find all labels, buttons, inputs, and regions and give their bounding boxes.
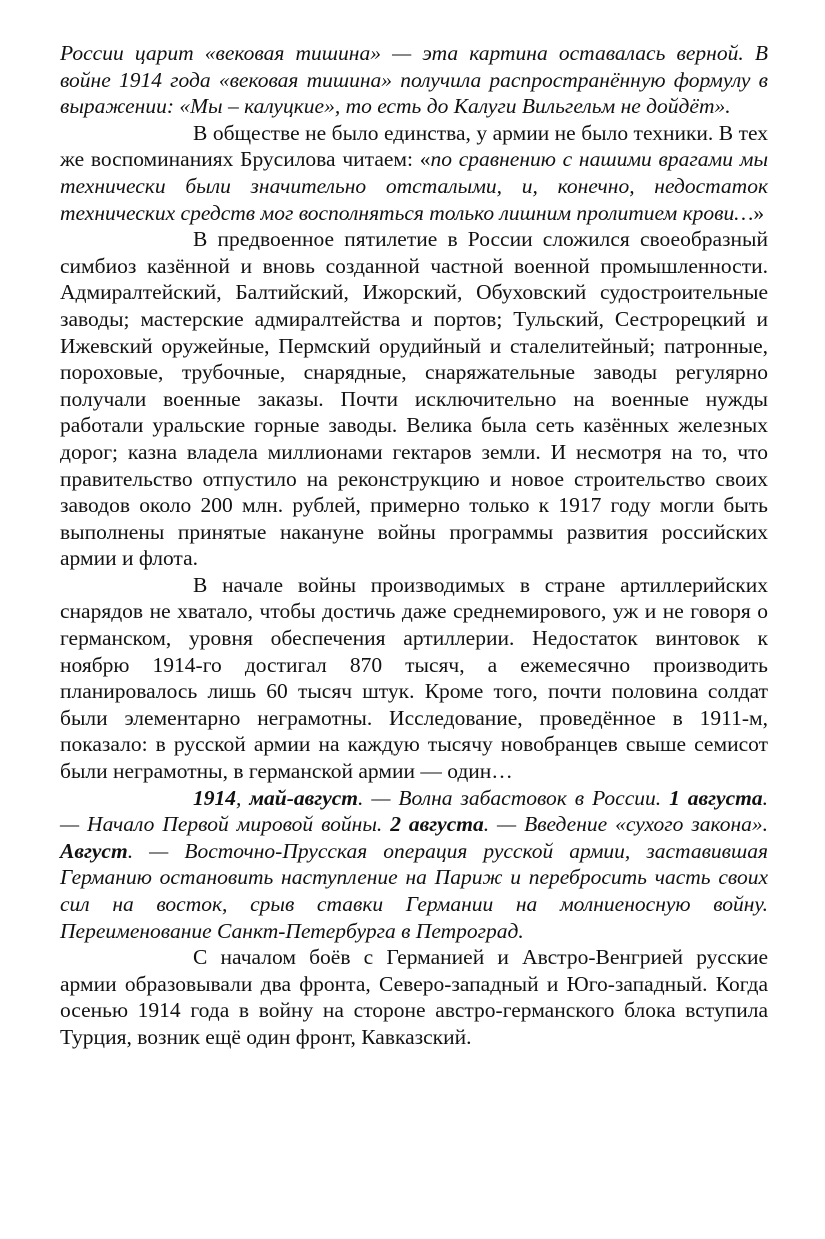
chronicle-text-east-prussia: . — Восточно-Прусская операция русской армии, заставившая Германию остановить наступление на Париж и перебросить часть своих сил на восток, срыв ставки Германии на молниеносную войну. Переименование Санкт-Петербурга в Петроград.: [60, 838, 768, 943]
chronicle-date-aug-2: 2 августа: [390, 812, 484, 837]
brusilov-lead: В обществе не было единства, у армии не было техники. В тех же воспоминаниях Брусилова читаем: «: [60, 120, 768, 172]
chronicle-date-may-august: май-август: [249, 785, 359, 810]
document-page: [60, 40, 768, 1051]
paragraph-industry: В предвоенное пятилетие в России сложился своеобразный симбиоз казённой и вновь созданной частной военной промышленности. Адмиралтейский, Балтийский, Ижорский, Обуховский судостроительные заводы; мастерские адмиралтейства и портов; Тульский, Сестрорецкий и Ижевский оружейные, Пермский орудийный и сталелитейный; патронные, пороховые, трубочные, снарядные, снаряжательные заводы регулярно получали военные заказы. Почти исключительно на военные нужды работали уральские горные заводы. Велика была сеть казённых железных дорог; казна владела миллионами гектаров земли. И несмотря на то, что правительство отпустило на реконструкцию и новое строительство своих заводов около 200 млн. рублей, примерно только к 1917 году могли быть выполнены принятые накануне войны программы развития российских армии и флота.: [60, 227, 768, 571]
chronicle-date-august: Август: [60, 838, 128, 863]
chronicle-year: 1914: [193, 785, 236, 810]
chronicle-sep: ,: [236, 785, 250, 810]
paragraph-brusilov: [60, 120, 768, 226]
chronicle-1914: [60, 785, 768, 945]
paragraph-kaluga: России царит «вековая тишина» — эта картина оставалась верной. В войне 1914 года «вековая тишина» получила распространённую формулу в выражении: «Мы – калуцкие», то есть до Калуги Вильгельм не дойдёт».: [60, 41, 768, 119]
chronicle-text-strikes: . — Волна забастовок в России.: [358, 785, 670, 810]
brusilov-quote-end: »: [753, 200, 765, 225]
chronicle-text-war-start: . — Начало Первой мировой войны.: [60, 785, 768, 837]
chronicle-text-dry-law: . — Введение «сухого закона».: [483, 812, 768, 837]
chronicle-date-aug-1: 1 августа: [669, 785, 763, 810]
paragraph-fronts: С началом боёв с Германией и Австро-Венгрией русские армии образовывали два фронта, Северо-западный и Юго-западный. Когда осенью 1914 года в войну на стороне австро-германского блока вступила Турция, возник ещё один фронт, Кавказский.: [60, 945, 768, 1049]
brusilov-quote: по сравнению с нашими врагами мы технически были значительно отсталыми, и, конечно, недостаток технических средств мог восполняться только лишним пролитием крови…: [60, 147, 769, 225]
paragraph-shortages: В начале войны производимых в стране артиллерийских снарядов не хватало, чтобы достичь даже среднемирового, уж и не говоря о германском, уровня обеспечения артиллерии. Недостаток винтовок к ноябрю 1914-го достигал 870 тысяч, а ежемесячно производить планировалось лишь 60 тысяч штук. Кроме того, почти половина солдат были элементарно неграмотны. Исследование, проведённое в 1911-м, показало: в русской армии на каждую тысячу новобранцев свыше семисот были неграмотны, в германской армии — один…: [60, 572, 768, 784]
